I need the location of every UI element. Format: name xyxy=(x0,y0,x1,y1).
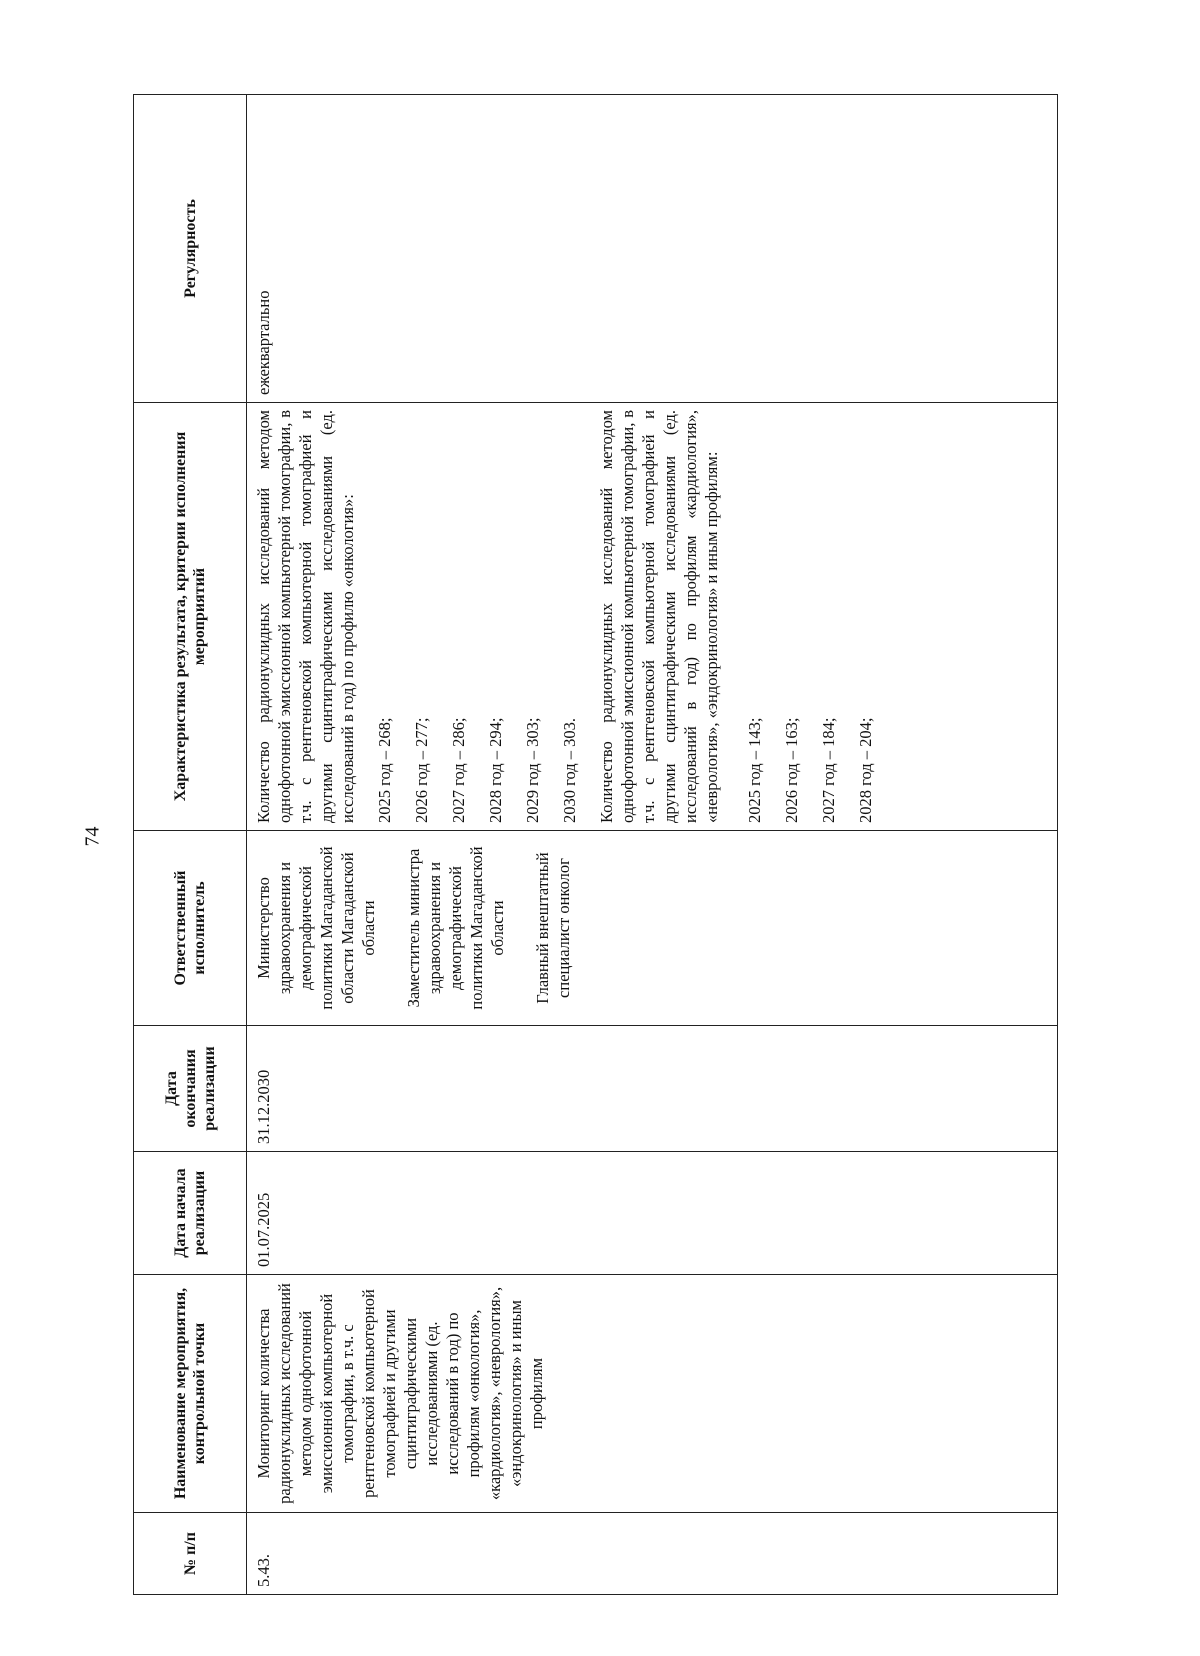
responsible-deputy: Заместитель министра здравоохранения и демографической политики Магаданской области xyxy=(404,846,507,1010)
header-regularity: Регулярность xyxy=(134,95,247,403)
cell-event-name: Мониторинг количества радионуклидных исследований методом однофотонной эмиссионной компьютерной томографии, в т.ч. с рентгеновской компьютерной томографией и другими сцинтиграфическими исследованиями (ед. исследований в год) по профилям «онкология», «кардиология», «неврология», «эндокринология» и иным профилям xyxy=(247,1275,1058,1513)
header-start-date: Дата начала реализации xyxy=(134,1152,247,1275)
rotated-table-container xyxy=(133,95,1058,1595)
table-header-row xyxy=(134,95,247,1595)
table-row xyxy=(247,95,1058,1595)
year-value: 2025 год – 268; xyxy=(375,717,394,823)
characteristics-block-oncology: Количество радионуклидных исследований методом однофотонной эмиссионной компьютерной томографии, в т.ч. с рентгеновской компьютерной томографией и другими сцинтиграфическими исследованиями (ед. исследований в год) по профилю «онкология»: xyxy=(254,410,357,823)
year-value: 2027 год – 184; xyxy=(819,717,838,823)
header-end-date: Дата окончания реализации xyxy=(134,1026,247,1152)
responsible-specialist: Главный внештатный специалист онколог xyxy=(533,852,573,1004)
year-value: 2028 год – 204; xyxy=(856,717,875,823)
page-number: 74 xyxy=(81,826,104,847)
header-num: № п/п xyxy=(134,1513,247,1595)
cell-responsible xyxy=(247,831,1058,1026)
header-name: Наименование мероприятия, контрольной точки xyxy=(134,1275,247,1513)
cell-start-date: 01.07.2025 xyxy=(247,1152,1058,1275)
header-responsible: Ответственный исполнитель xyxy=(134,831,247,1026)
year-value: 2030 год – 303. xyxy=(560,717,579,823)
year-value: 2026 год – 277; xyxy=(412,717,431,823)
year-value: 2026 год – 163; xyxy=(782,717,801,823)
responsible-ministry: Министерство здравоохранения и демографической политики Магаданской области Магаданской области xyxy=(254,846,378,1010)
year-value: 2028 год – 294; xyxy=(486,717,505,823)
characteristics-block-other-profiles: Количество радионуклидных исследований методом однофотонной эмиссионной компьютерной томографии, в т.ч. с рентгеновской компьютерной томографией и другими сцинтиграфическими исследованиями (ед. исследований в год) по профилям «кардиология», «неврология», «эндокринология» и иным профилям: xyxy=(597,410,721,823)
year-value: 2027 год – 286; xyxy=(449,717,468,823)
year-value: 2029 год – 303; xyxy=(523,717,542,823)
cell-end-date: 31.12.2030 xyxy=(247,1026,1058,1152)
cell-num: 5.43. xyxy=(247,1513,1058,1595)
header-characteristics: Характеристика результата, критерии исполнения мероприятий xyxy=(134,403,247,831)
cell-regularity: ежеквартально xyxy=(247,95,1058,403)
year-value: 2025 год – 143; xyxy=(745,717,764,823)
events-table xyxy=(133,94,1058,1595)
cell-characteristics xyxy=(247,403,1058,831)
